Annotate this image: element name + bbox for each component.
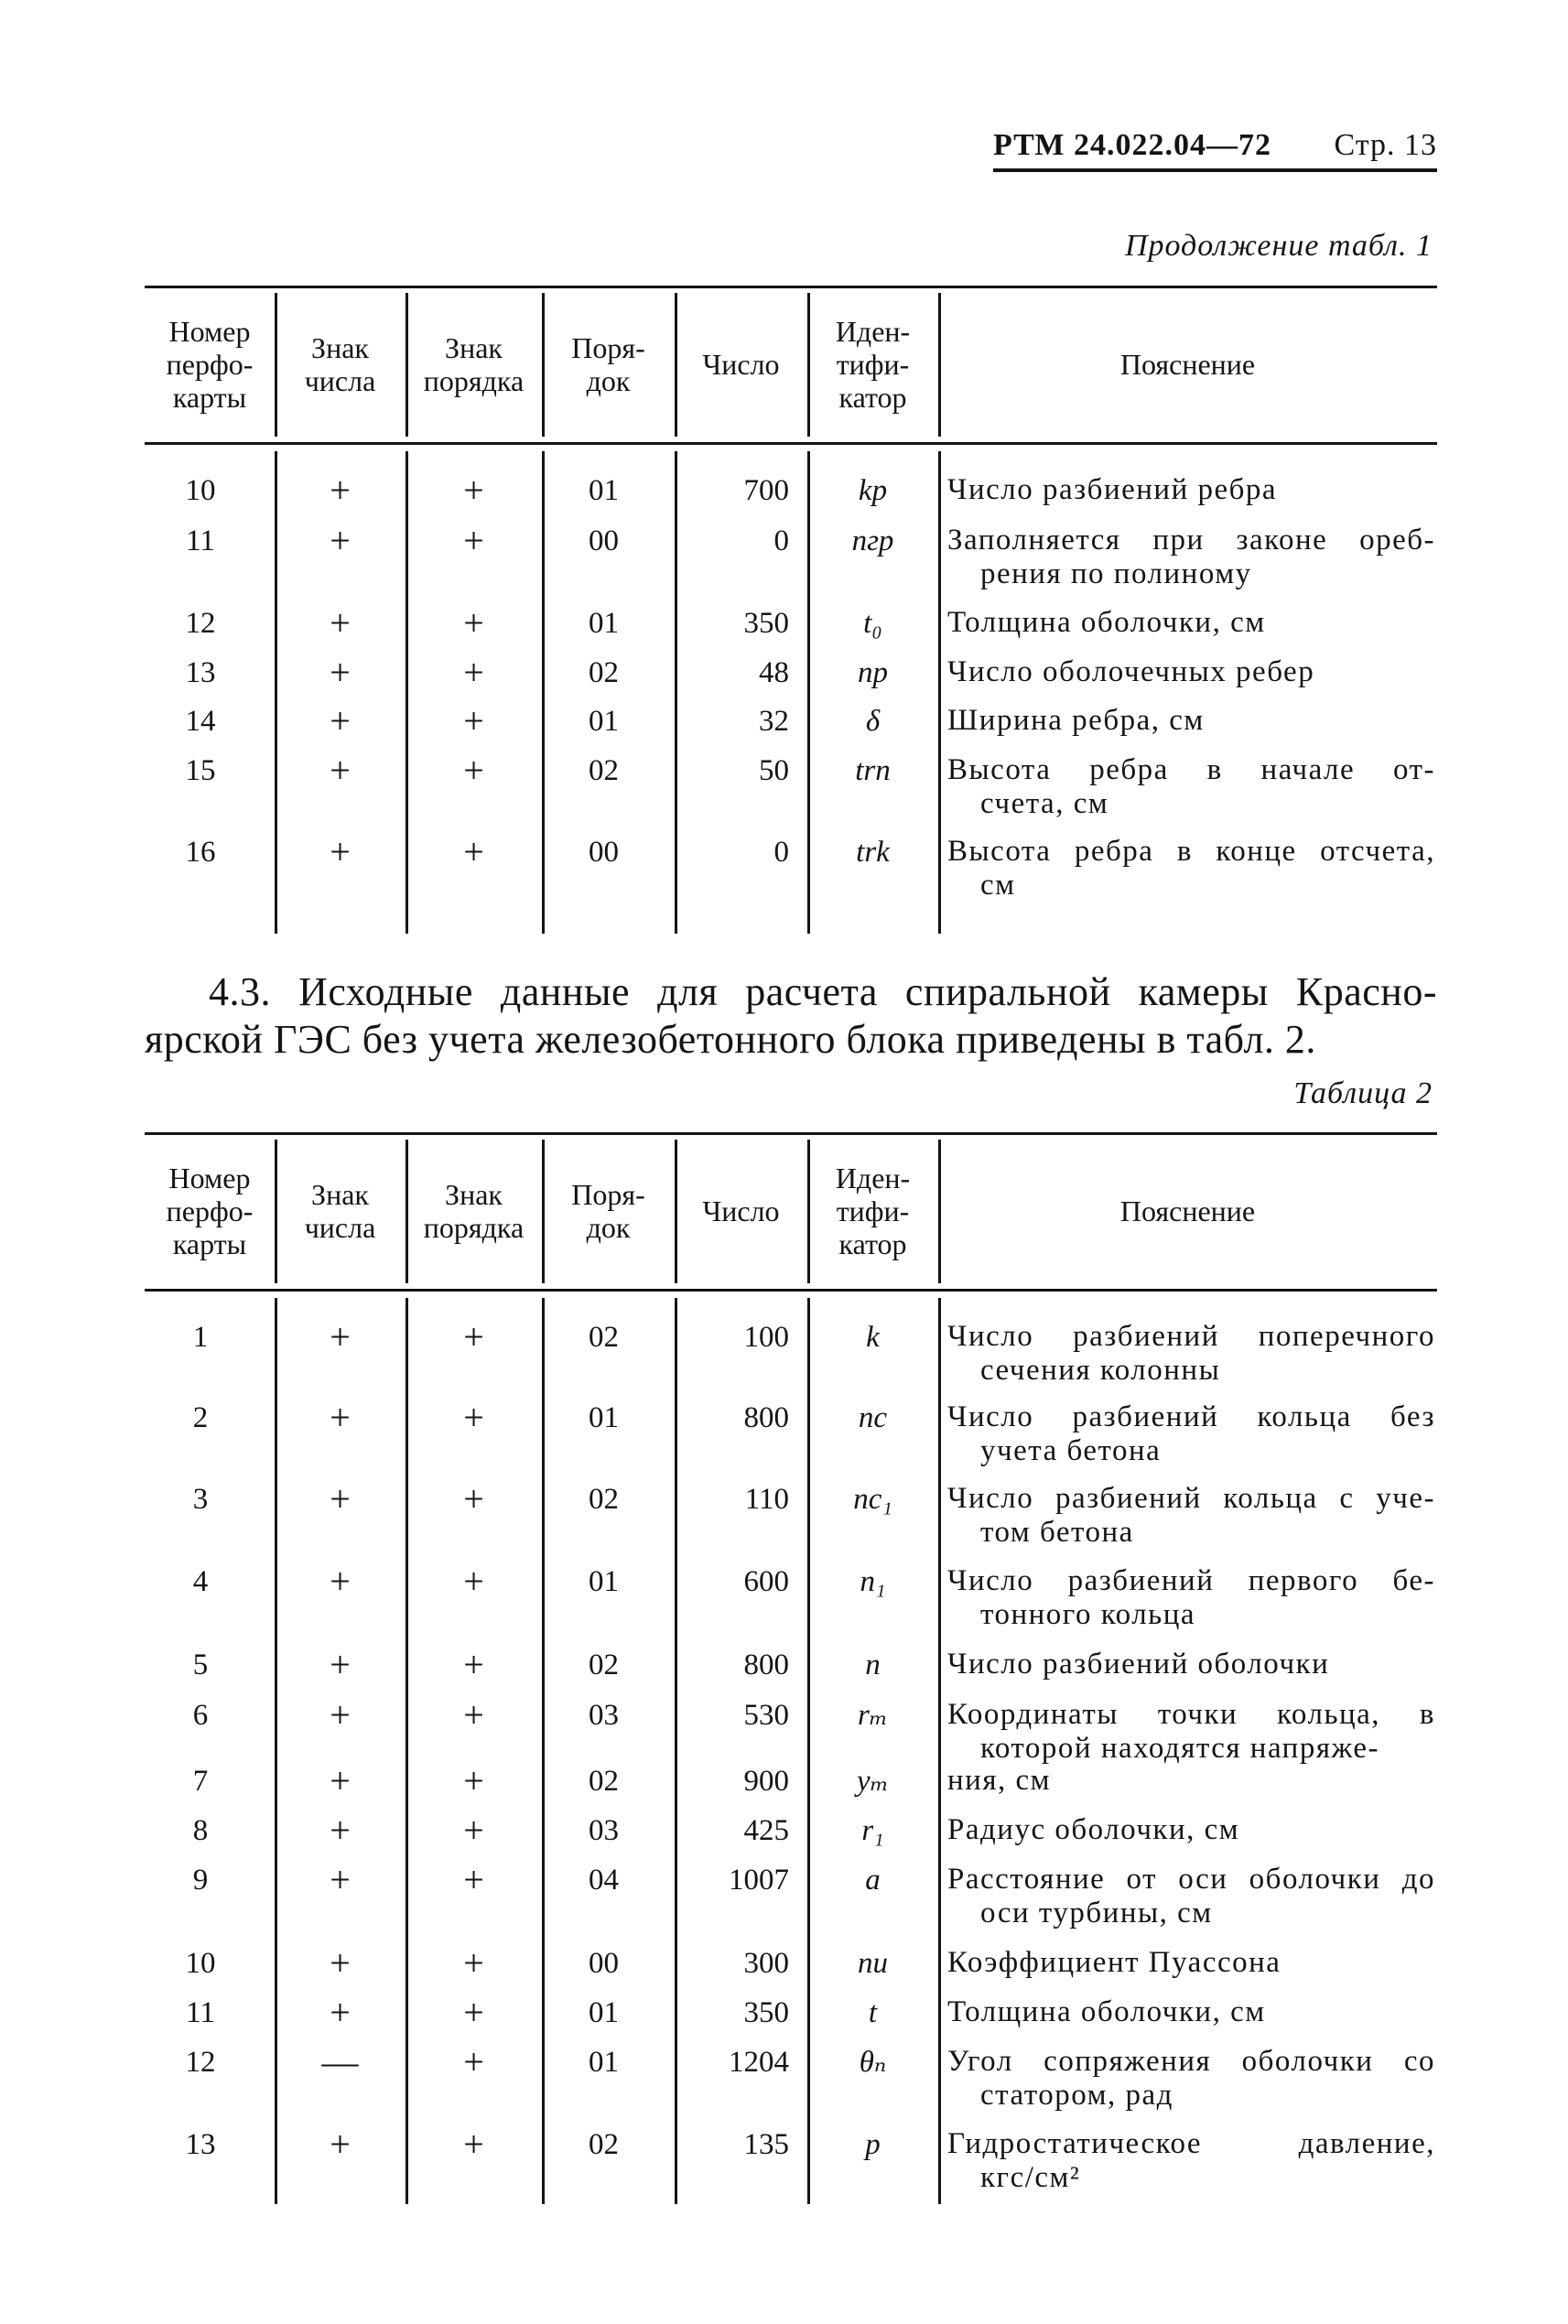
number-sign: + <box>330 1694 351 1735</box>
header-explanation <box>938 1132 1437 1289</box>
number-value: 1007 <box>729 1864 789 1897</box>
order-sign: + <box>463 1992 484 2033</box>
header-number-sign-text: Знак числа <box>304 1177 376 1244</box>
number-value: 32 <box>759 705 789 738</box>
explanation <box>947 704 1435 738</box>
order-sign: + <box>463 1694 484 1735</box>
paragraph-line: ярской ГЭС без учета железобетонного блока приведены в табл. 2. <box>145 1017 1316 1062</box>
explanation-line: кгс/см² <box>980 2161 1081 2194</box>
explanation-line: рения по полиному <box>980 557 1252 590</box>
explanation <box>947 2127 1435 2195</box>
header-card-number <box>145 286 275 442</box>
card-number: 10 <box>185 1947 216 1980</box>
order-sign: + <box>463 2041 484 2082</box>
order-sign: + <box>463 1760 484 1801</box>
card-number: 9 <box>192 1864 209 1897</box>
explanation-line: Число разбиений первого бе- <box>947 1564 1435 1597</box>
header-card-number <box>145 1132 275 1289</box>
table-header-rule <box>145 442 1437 445</box>
explanation-line: Гидростатическое давление, <box>947 2127 1435 2160</box>
identifier: t <box>868 1996 878 2029</box>
explanation-line: Число разбиений ребра <box>947 473 1278 506</box>
header-number <box>675 286 807 442</box>
identifier: kр <box>858 474 888 507</box>
explanation-line: Заполняется при законе ореб- <box>947 524 1435 557</box>
order-sign: + <box>463 831 484 872</box>
explanation-line: Число разбиений кольца без <box>947 1400 1435 1433</box>
card-number: 16 <box>185 836 216 869</box>
card-number: 12 <box>185 2046 216 2079</box>
order: 01 <box>589 1401 619 1434</box>
identifier: n₁ <box>860 1565 886 1598</box>
header-number <box>675 1132 807 1289</box>
order: 00 <box>589 1947 619 1980</box>
header-card-number-text: Номер перфо- карты <box>166 1161 254 1260</box>
identifier: nu <box>858 1947 888 1980</box>
header-number-text: Число <box>702 1194 780 1227</box>
identifier: trn <box>855 754 891 787</box>
identifier: p <box>865 2128 881 2161</box>
order-sign: + <box>463 1942 484 1984</box>
number-sign: + <box>330 1992 351 2033</box>
explanation-line: статором, рад <box>980 2079 1173 2112</box>
identifier: r₁ <box>861 1814 884 1847</box>
number-value: 700 <box>743 474 789 507</box>
card-number: 15 <box>185 754 216 787</box>
order-sign: + <box>463 1397 484 1438</box>
card-number: 13 <box>185 2128 216 2161</box>
order-sign: + <box>463 1478 484 1519</box>
order: 00 <box>589 524 619 557</box>
body-column-divider <box>938 451 941 934</box>
header-identifier-text: Иден- тифи- катор <box>835 1161 911 1260</box>
explanation-line: которой находятся напряже- <box>980 1732 1379 1765</box>
header-number-sign-text: Знак числа <box>304 330 376 397</box>
card-number: 14 <box>185 705 216 738</box>
number-sign: + <box>330 1942 351 1984</box>
header-order-text: Поря- док <box>571 330 645 397</box>
explanation-line: Высота ребра в начале от- <box>947 753 1435 786</box>
explanation <box>947 753 1435 821</box>
number-sign: + <box>330 520 351 561</box>
header-order-sign <box>406 286 542 442</box>
number-value: 900 <box>743 1765 789 1798</box>
header-order <box>542 286 675 442</box>
number-sign: + <box>330 750 351 791</box>
explanation-line: Высота ребра в конце отсчета, <box>947 835 1435 868</box>
number-sign: + <box>330 1810 351 1851</box>
header-order-sign-text: Знак порядка <box>423 330 524 397</box>
order: 04 <box>589 1864 619 1897</box>
explanation <box>947 524 1435 591</box>
header-order-sign <box>406 1132 542 1289</box>
identifier: rₘ <box>857 1699 889 1732</box>
explanation <box>947 835 1435 903</box>
card-number: 12 <box>185 607 216 640</box>
number-sign: + <box>330 1561 351 1602</box>
number-value: 425 <box>743 1814 789 1847</box>
explanation-line: Число разбиений поперечного <box>947 1320 1435 1353</box>
card-number: 4 <box>192 1565 209 1598</box>
identifier: trk <box>856 836 890 869</box>
number-value: 530 <box>743 1699 789 1732</box>
number-sign: + <box>330 2124 351 2165</box>
header-explanation-text: Пояснение <box>1119 347 1256 381</box>
explanation <box>947 2045 1435 2113</box>
order: 01 <box>589 1565 619 1598</box>
number-value: 50 <box>759 754 789 787</box>
explanation <box>947 1863 1435 1930</box>
header-number-sign <box>275 1132 406 1289</box>
table2-caption: Таблица 2 <box>1293 1076 1433 1110</box>
number-sign: + <box>330 1316 351 1357</box>
header-identifier <box>807 1132 938 1289</box>
order-sign: + <box>463 700 484 741</box>
page-number: Стр. 13 <box>1334 128 1437 162</box>
header-order <box>542 1132 675 1289</box>
number-value: 300 <box>743 1947 789 1980</box>
number-sign: + <box>330 1644 351 1685</box>
explanation-line: Радиус оболочки, см <box>947 1813 1240 1846</box>
explanation-line: Толщина оболочки, см <box>947 606 1266 639</box>
order-sign: + <box>463 1316 484 1357</box>
order: 02 <box>589 1483 619 1516</box>
identifier: nгр <box>851 524 894 557</box>
explanation-line: Расстояние от оси оболочки до <box>947 1863 1435 1896</box>
explanation <box>947 1698 1435 1766</box>
number-sign: + <box>330 1397 351 1438</box>
identifier: θₙ <box>859 2046 887 2079</box>
identifier: nc <box>858 1401 888 1434</box>
identifier: t₀ <box>863 607 882 640</box>
header-card-number-text: Номер перфо- карты <box>166 314 254 414</box>
number-value: 0 <box>773 836 789 869</box>
number-sign: + <box>330 700 351 741</box>
paragraph-line: 4.3. Исходные данные для расчета спиральной камеры Красно- <box>209 969 1437 1014</box>
number-sign: + <box>330 470 351 511</box>
table-header-rule <box>145 1289 1437 1292</box>
order: 02 <box>589 656 619 689</box>
number-sign: + <box>330 602 351 643</box>
identifier: a <box>865 1864 881 1897</box>
explanation-line: счета, см <box>980 787 1109 820</box>
number-sign: + <box>330 1760 351 1801</box>
number-sign: + <box>330 1859 351 1900</box>
card-number: 13 <box>185 656 216 689</box>
number-value: 135 <box>743 2128 789 2161</box>
identifier: n <box>865 1648 881 1681</box>
explanation <box>947 1564 1435 1632</box>
order: 01 <box>589 474 619 507</box>
number-value: 600 <box>743 1565 789 1598</box>
header-identifier <box>807 286 938 442</box>
explanation <box>947 1813 1435 1847</box>
number-sign: + <box>330 1478 351 1519</box>
card-number: 11 <box>186 524 215 557</box>
identifier: yₘ <box>857 1765 889 1798</box>
order-sign: + <box>463 750 484 791</box>
identifier: k <box>866 1321 880 1354</box>
card-number: 11 <box>186 1996 215 2029</box>
explanation <box>947 655 1435 689</box>
explanation-line: Ширина ребра, см <box>947 704 1205 737</box>
identifier: δ <box>865 705 881 738</box>
order: 01 <box>589 2046 619 2079</box>
order-sign: + <box>463 520 484 561</box>
header-explanation <box>938 286 1437 442</box>
explanation-line: Число разбиений кольца с уче- <box>947 1482 1435 1515</box>
explanation <box>947 1946 1435 1980</box>
header-number-sign <box>275 286 406 442</box>
number-value: 350 <box>743 607 789 640</box>
card-number: 5 <box>192 1648 209 1681</box>
explanation <box>947 1764 1435 1798</box>
explanation-line: том бетона <box>980 1516 1134 1549</box>
order: 01 <box>589 607 619 640</box>
number-sign: — <box>321 2041 359 2082</box>
number-value: 48 <box>759 656 789 689</box>
card-number: 8 <box>192 1814 209 1847</box>
order-sign: + <box>463 602 484 643</box>
order-sign: + <box>463 1561 484 1602</box>
number-value: 1204 <box>729 2046 789 2079</box>
explanation-line: см <box>980 869 1016 902</box>
order-sign: + <box>463 1859 484 1900</box>
order: 01 <box>589 705 619 738</box>
order: 01 <box>589 1996 619 2029</box>
explanation-line: Коэффициент Пуассона <box>947 1946 1281 1979</box>
order: 02 <box>589 1648 619 1681</box>
number-sign: + <box>330 831 351 872</box>
order-sign: + <box>463 1644 484 1685</box>
card-number: 10 <box>185 474 216 507</box>
explanation <box>947 606 1435 640</box>
order-sign: + <box>463 1810 484 1851</box>
identifier: nc₁ <box>853 1483 892 1516</box>
explanation-line: Число разбиений оболочки <box>947 1648 1330 1681</box>
card-number: 2 <box>192 1401 209 1434</box>
explanation-line: оси турбины, см <box>980 1897 1213 1929</box>
number-value: 800 <box>743 1401 789 1434</box>
explanation-line: ния, см <box>947 1764 1052 1797</box>
card-number: 1 <box>192 1321 209 1354</box>
order: 03 <box>589 1814 619 1847</box>
card-number: 3 <box>192 1483 209 1516</box>
explanation-line: Координаты точки кольца, в <box>947 1698 1435 1731</box>
document-code: РТМ 24.022.04—72 <box>993 128 1272 162</box>
order-sign: + <box>463 652 484 693</box>
number-value: 350 <box>743 1996 789 2029</box>
order-sign: + <box>463 470 484 511</box>
page-header <box>993 128 1437 172</box>
table1-caption: Продолжение табл. 1 <box>1124 229 1433 263</box>
explanation-line: учета бетона <box>980 1434 1162 1467</box>
explanation <box>947 1400 1435 1468</box>
explanation-line: Угол сопряжения оболочки со <box>947 2045 1435 2078</box>
header-number-text: Число <box>702 347 780 381</box>
explanation <box>947 1995 1435 2029</box>
header-order-sign-text: Знак порядка <box>423 1177 524 1244</box>
header-identifier-text: Иден- тифи- катор <box>835 314 911 414</box>
number-value: 800 <box>743 1648 789 1681</box>
number-sign: + <box>330 652 351 693</box>
paragraph-4-3 <box>145 968 1437 1064</box>
explanation-line: Толщина оболочки, см <box>947 1995 1266 2028</box>
explanation <box>947 1320 1435 1388</box>
explanation-line: тонного кольца <box>980 1598 1196 1631</box>
body-column-divider <box>938 1298 941 2204</box>
header-explanation-text: Пояснение <box>1119 1194 1256 1227</box>
header-order-text: Поря- док <box>571 1177 645 1244</box>
order-sign: + <box>463 2124 484 2165</box>
order: 03 <box>589 1699 619 1732</box>
explanation-line: Число оболочечных ребер <box>947 655 1315 688</box>
number-value: 100 <box>743 1321 789 1354</box>
order: 02 <box>589 1321 619 1354</box>
explanation <box>947 1482 1435 1550</box>
explanation <box>947 473 1435 507</box>
order: 00 <box>589 836 619 869</box>
number-value: 110 <box>744 1483 789 1516</box>
card-number: 6 <box>192 1699 209 1732</box>
explanation <box>947 1648 1435 1681</box>
order: 02 <box>589 2128 619 2161</box>
number-value: 0 <box>773 524 789 557</box>
order: 02 <box>589 754 619 787</box>
card-number: 7 <box>192 1765 209 1798</box>
identifier: np <box>858 656 888 689</box>
order: 02 <box>589 1765 619 1798</box>
explanation-line: сечения колонны <box>980 1354 1221 1387</box>
